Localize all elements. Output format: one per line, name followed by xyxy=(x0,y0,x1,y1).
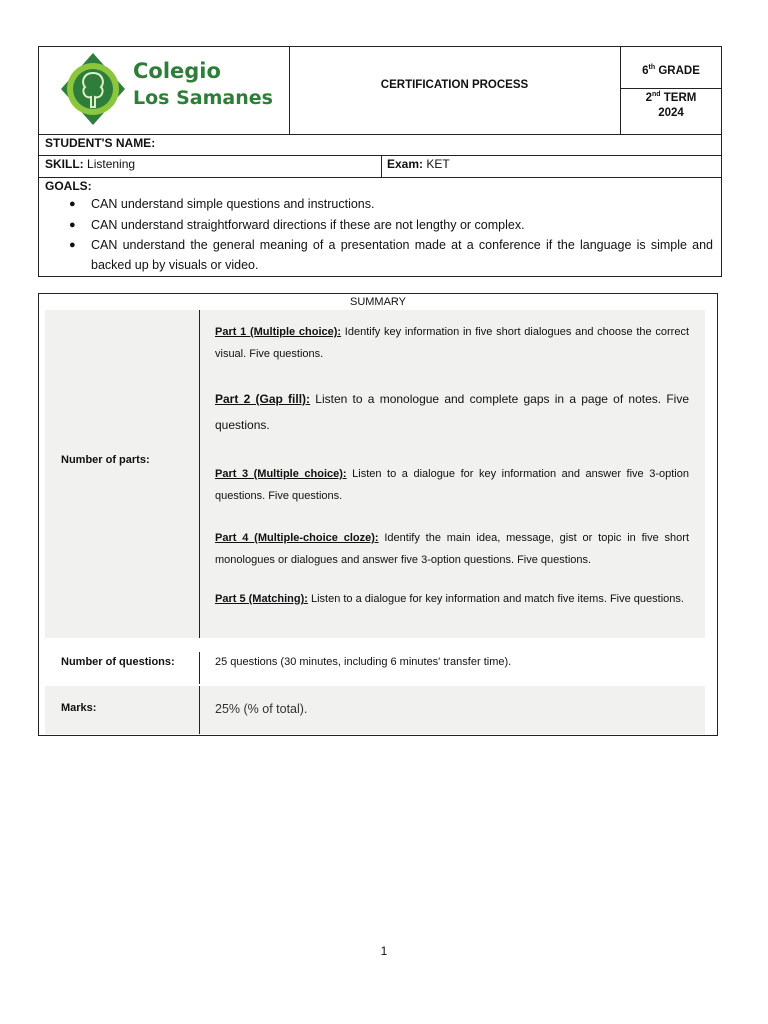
year-label: 2024 xyxy=(658,107,684,119)
summary-title: SUMMARY xyxy=(349,296,407,308)
term-label: 2nd TERM xyxy=(645,91,697,104)
goals-label: GOALS: xyxy=(45,179,92,193)
exam-field: Exam: KET xyxy=(387,157,450,171)
part-item: Part 1 (Multiple choice): Identify key information in five short dialogues and choose the correct visual. Five questions. xyxy=(215,326,689,360)
school-name-line2: Los Samanes xyxy=(133,87,273,109)
divider xyxy=(620,88,721,89)
goal-item: ● CAN understand the general meaning of a presentation made at a conference if the language is simple and backed up by visuals or video. xyxy=(69,238,713,272)
divider xyxy=(39,134,721,135)
grade-label: 6th GRADE xyxy=(642,64,700,77)
document-title: CERTIFICATION PROCESS xyxy=(380,79,529,91)
parts-label: Number of parts: xyxy=(61,454,150,466)
page-number: 1 xyxy=(380,944,388,958)
school-logo xyxy=(59,51,127,127)
divider xyxy=(199,686,200,734)
part-item: Part 3 (Multiple choice): Listen to a dialogue for key information and answer five 3-option questions. Five questions. xyxy=(215,468,689,502)
divider xyxy=(39,177,721,178)
tree-icon xyxy=(59,51,127,127)
skill-field: SKILL: Listening xyxy=(45,157,136,171)
school-name-line1: Colegio xyxy=(133,59,221,83)
questions-value: 25 questions (30 minutes, including 6 minutes' transfer time). xyxy=(215,656,512,668)
header-table xyxy=(38,46,722,277)
divider xyxy=(199,652,200,684)
divider xyxy=(39,155,721,156)
goal-item: ● CAN understand straightforward directions if these are not lengthy or complex. xyxy=(69,218,525,232)
goal-item: ● CAN understand simple questions and instructions. xyxy=(69,197,375,211)
marks-row-bg xyxy=(45,686,705,734)
summary-table xyxy=(38,293,718,736)
part-item: Part 5 (Matching): Listen to a dialogue for key information and match five items. Five questions. xyxy=(215,593,684,605)
part-item: Part 4 (Multiple-choice cloze): Identify the main idea, message, gist or topic in five short monologues or dialogues and answer five 3-option questions. Five questions. xyxy=(215,532,689,566)
divider xyxy=(381,155,382,177)
marks-value: 25% (% of total). xyxy=(215,702,308,716)
questions-label: Number of questions: xyxy=(61,656,175,668)
divider xyxy=(199,310,200,638)
student-name-label: STUDENT'S NAME: xyxy=(45,136,156,150)
marks-label: Marks: xyxy=(61,702,97,714)
part-item: Part 2 (Gap fill): Listen to a monologue and complete gaps in a page of notes. Five questions. xyxy=(215,392,690,432)
